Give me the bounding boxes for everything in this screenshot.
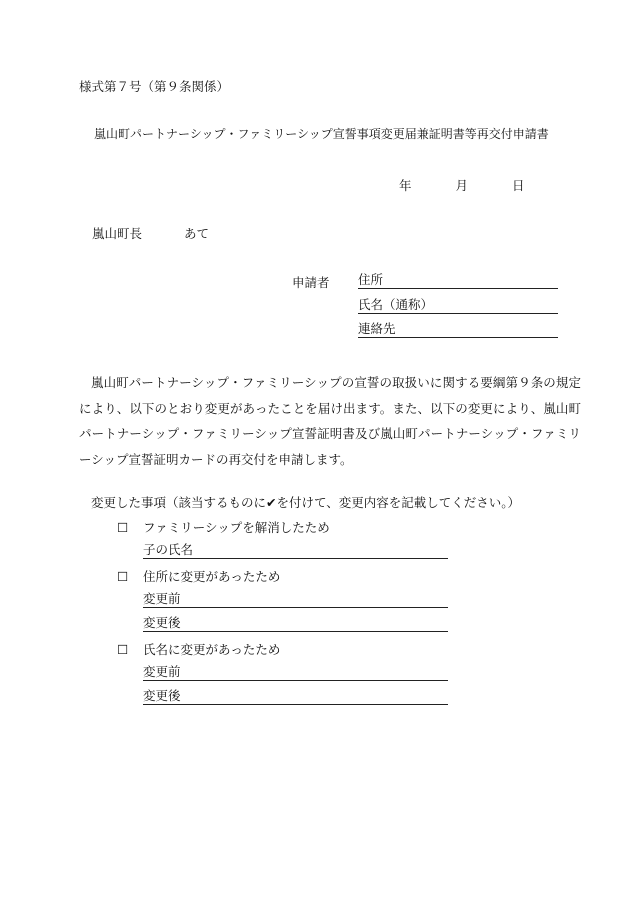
checkbox[interactable]: ☐ (117, 642, 129, 657)
applicant-address-label: 住所 (358, 272, 384, 287)
option-label: 氏名に変更があったため (143, 642, 281, 657)
child-name-field[interactable] (143, 542, 448, 559)
applicant-name-field[interactable] (358, 297, 558, 314)
applicant-address-field[interactable] (358, 272, 558, 289)
option-name-change[interactable] (117, 640, 280, 658)
body-text (79, 370, 581, 472)
applicant-contact-field[interactable] (358, 321, 558, 338)
applicant-label: 申請者 (292, 275, 330, 290)
option-dissolve-familyship[interactable] (117, 518, 330, 536)
child-name-label: 子の氏名 (143, 542, 194, 557)
form-number: 様式第７号（第９条関係） (79, 79, 230, 94)
date-month-label: 月 (455, 178, 469, 193)
option-address-change[interactable] (117, 567, 280, 585)
applicant-name-label: 氏名（通称） (358, 297, 434, 312)
date-year-label: 年 (399, 178, 412, 193)
address-after-field[interactable] (143, 615, 448, 632)
date-row (399, 176, 525, 194)
date-day-label: 日 (512, 178, 525, 193)
name-after-field[interactable] (143, 688, 448, 705)
addressee (92, 224, 209, 242)
address-after-label: 変更後 (143, 615, 181, 630)
document-title: 嵐山町パートナーシップ・ファミリーシップ宣誓事項変更届兼証明書等再交付申請書 (94, 127, 549, 141)
addressee-suffix: あて (184, 226, 210, 241)
name-before-label: 変更前 (143, 664, 181, 679)
name-after-label: 変更後 (143, 688, 181, 703)
option-label: 住所に変更があったため (143, 569, 281, 584)
body-paragraph: 嵐山町パートナーシップ・ファミリーシップの宣誓の取扱いに関する要綱第９条の規定により、以下のとおり変更があったことを届け出ます。また、以下の変更により、嵐山町パートナーシップ・ファミリーシップ宣誓証明書及び嵐山町パートナーシップ・ファミリーシップ宣誓証明カードの再交付を申請します。 (79, 375, 581, 467)
applicant-contact-label: 連絡先 (358, 321, 396, 336)
address-before-label: 変更前 (143, 591, 181, 606)
checkbox[interactable]: ☐ (117, 520, 129, 535)
name-before-field[interactable] (143, 664, 448, 681)
changes-heading: 変更した事項（該当するものに✔を付けて、変更内容を記載してください。） (91, 495, 520, 510)
checkbox[interactable]: ☐ (117, 569, 129, 584)
addressee-name: 嵐山町長 (92, 226, 143, 241)
option-label: ファミリーシップを解消したため (143, 520, 330, 535)
address-before-field[interactable] (143, 591, 448, 608)
